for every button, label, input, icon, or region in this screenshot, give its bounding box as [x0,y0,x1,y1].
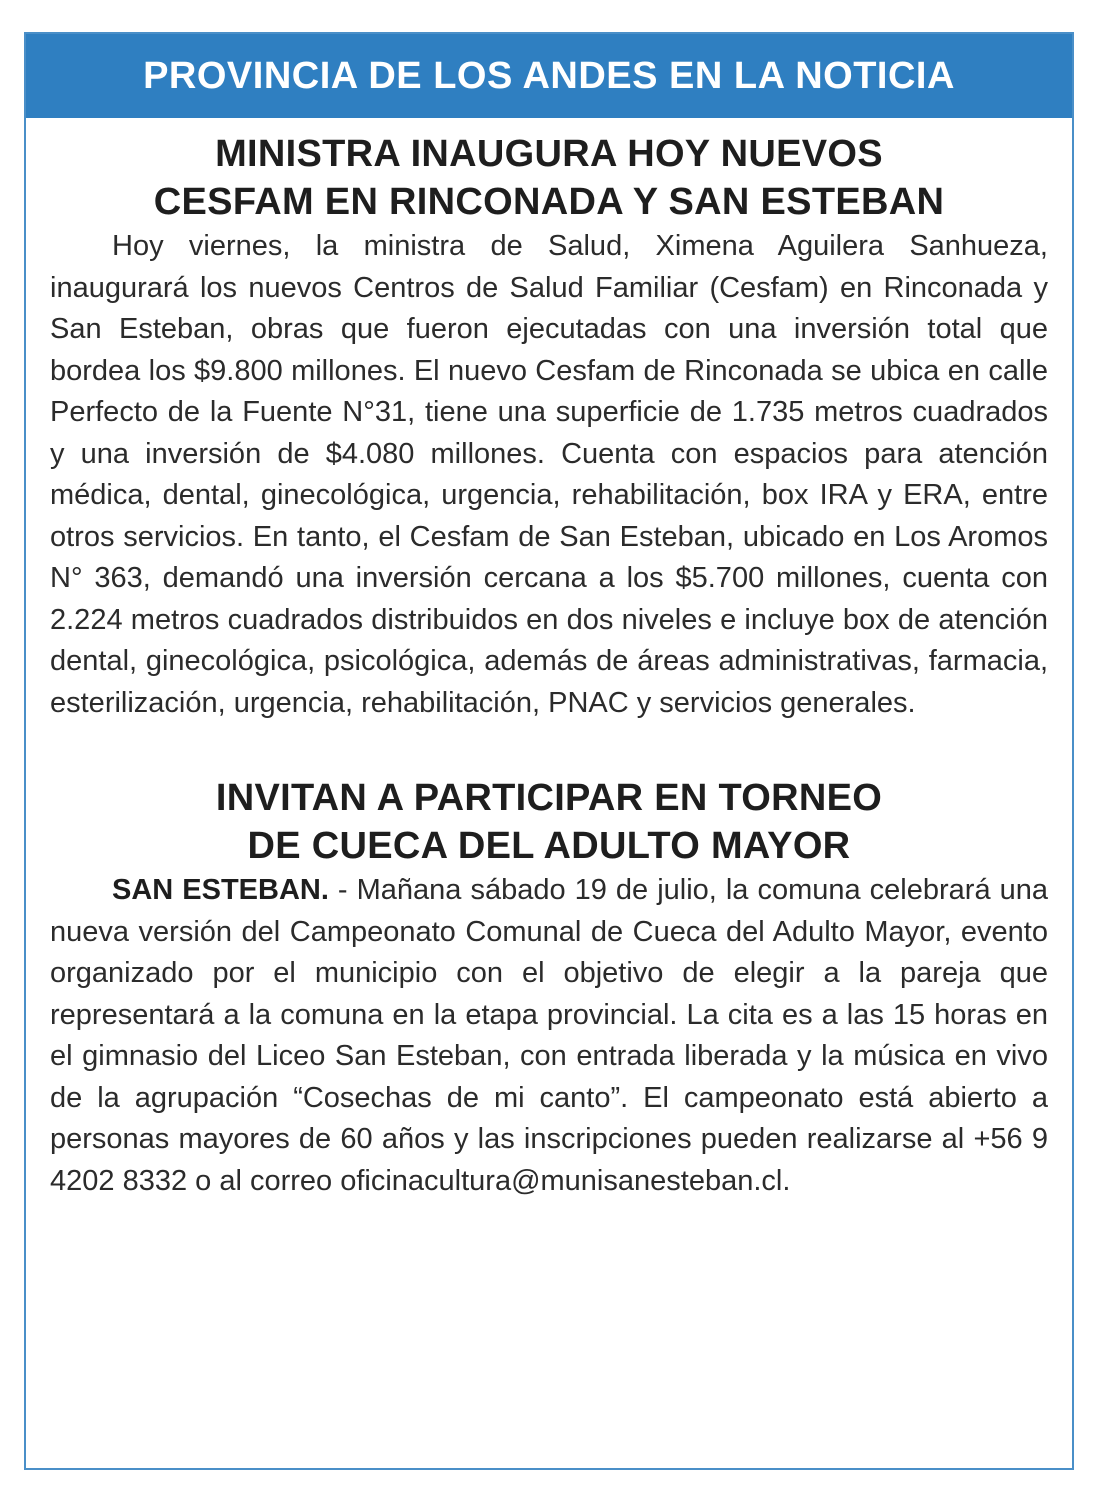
headline-line-1: MINISTRA INAUGURA HOY NUEVOS [215,133,883,175]
section-banner [26,34,1072,118]
article-cesfam-body: Hoy viernes, la ministra de Salud, Ximena Aguilera Sanhueza, inaugurará los nuevos Centros de Salud Familiar (Cesfam) en Rinconada y San Esteban, obras que fueron ejecutadas con una inversión total que bordea los $9.800 millones. El nuevo Cesfam de Rinconada se ubica en calle Perfecto de la Fuente N°31, tiene una superficie de 1.735 metros cuadrados y una inversión de $4.080 millones. Cuenta con espacios para atención médica, dental, ginecológica, urgencia, rehabilitación, box IRA y ERA, entre otros servicios. En tanto, el Cesfam de San Esteban, ubicado en Los Aromos N° 363, demandó una inversión cercana a los $5.700 millones, cuenta con 2.224 metros cuadrados distribuidos en dos niveles e incluye box de atención dental, ginecológica, psicológica, además de áreas administrativas, farmacia, esterilización, urgencia, rehabilitación, PNAC y servicios generales. [50,230,1048,719]
headline-line-2: DE CUECA DEL ADULTO MAYOR [247,825,851,867]
article-cesfam-headline [50,130,1048,226]
article-cueca-body [50,870,1048,1202]
clipping-content [26,130,1072,1202]
article-cueca [50,774,1048,1202]
article-cueca-dateline: SAN ESTEBAN. [112,874,329,906]
article-cesfam [50,130,1048,724]
headline-line-2: CESFAM EN RINCONADA Y SAN ESTEBAN [153,181,945,223]
article-cueca-text: - Mañana sábado 19 de julio, la comuna celebrará una nueva versión del Campeonato Comunal de Cueca del Adulto Mayor, evento organizado por el municipio con el objetivo de elegir a la pareja que representará a la comuna en la etapa provincial. La cita es a las 15 horas en el gimnasio del Liceo San Esteban, con entrada liberada y la música en vivo de la agrupación “Cosechas de mi canto”. El campeonato está abierto a personas mayores de 60 años y las inscripciones pueden realizarse al +56 9 4202 8332 o al correo oficinacultura@munisanesteban.cl. [50,874,1048,1197]
section-banner-title: PROVINCIA DE LOS ANDES EN LA NOTICIA [143,54,955,97]
news-clipping [24,32,1074,1470]
article-cueca-headline [50,774,1048,870]
headline-line-1: INVITAN A PARTICIPAR EN TORNEO [215,777,883,819]
